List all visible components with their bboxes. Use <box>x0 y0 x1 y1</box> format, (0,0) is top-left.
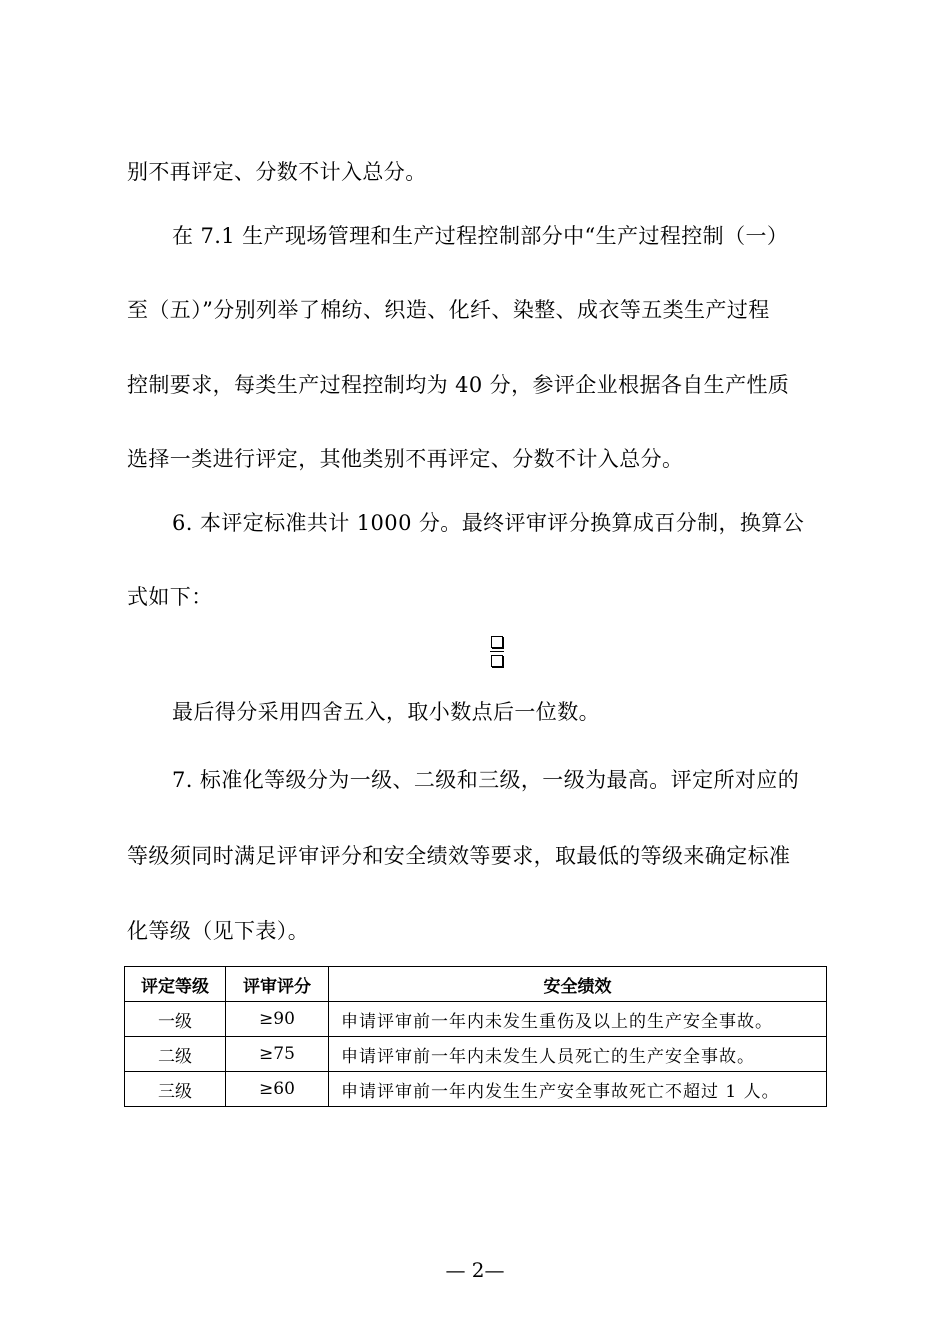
table-row <box>125 1072 827 1107</box>
header-grade: 评定等级 <box>125 967 226 1002</box>
text-line: 选择一类进行评定，其他类别不再评定、分数不计入总分。 <box>127 447 684 471</box>
formula-placeholder-icon <box>487 636 507 667</box>
text-line: 至（五）”分别列举了棉纺、织造、化纤、染整、成衣等五类生产过程 <box>127 298 770 322</box>
text-line: 最后得分采用四舍五入，取小数点后一位数。 <box>172 700 600 724</box>
header-safety: 安全绩效 <box>329 967 827 1002</box>
cell-score: ≥75 <box>226 1037 329 1072</box>
cell-grade: 三级 <box>125 1072 226 1107</box>
text-line: 化等级（见下表）。 <box>127 919 310 943</box>
text-line: 6. 本评定标准共计 1000 分。最终评审评分换算成百分制，换算公 <box>172 511 805 535</box>
cell-score: ≥90 <box>226 1002 329 1037</box>
text-line: 式如下： <box>127 585 213 609</box>
cell-safety: 申请评审前一年内未发生人员死亡的生产安全事故。 <box>329 1037 827 1072</box>
table-header-row <box>125 967 827 1002</box>
cell-safety: 申请评审前一年内发生生产安全事故死亡不超过 1 人。 <box>329 1072 827 1107</box>
cell-grade: 二级 <box>125 1037 226 1072</box>
table-row <box>125 1002 827 1037</box>
cell-score: ≥60 <box>226 1072 329 1107</box>
cell-safety: 申请评审前一年内未发生重伤及以上的生产安全事故。 <box>329 1002 827 1037</box>
cell-grade: 一级 <box>125 1002 226 1037</box>
grade-table <box>124 966 827 1107</box>
text-line: 7. 标准化等级分为一级、二级和三级，一级为最高。评定所对应的 <box>172 768 800 792</box>
text-line: 在 7.1 生产现场管理和生产过程控制部分中“生产过程控制（一） <box>172 224 789 248</box>
text-line: 别不再评定、分数不计入总分。 <box>127 160 427 184</box>
page-number: — 2— <box>445 1258 505 1282</box>
text-line: 等级须同时满足评审评分和安全绩效等要求，取最低的等级来确定标准 <box>127 844 791 868</box>
header-score: 评审评分 <box>226 967 329 1002</box>
text-line: 控制要求，每类生产过程控制均为 40 分，参评企业根据各自生产性质 <box>127 373 790 397</box>
table-row <box>125 1037 827 1072</box>
